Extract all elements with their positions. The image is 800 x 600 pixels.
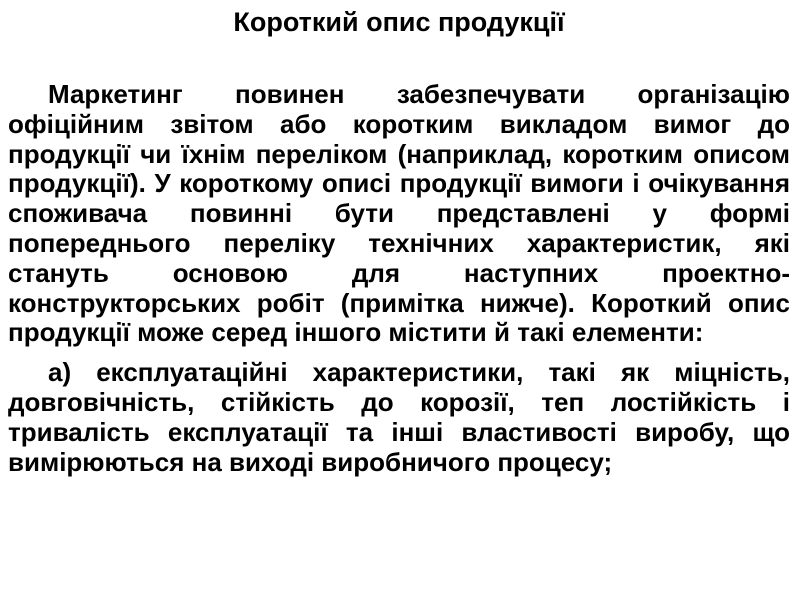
page-title: Короткий опис продукції xyxy=(233,7,565,37)
paragraph-intro: Маркетинг повинен забезпечувати організацію офіційним звітом або коротким викладом вимог до продукції чи їхнім переліком (наприклад, коротким описом продукції). У короткому описі продукції вимоги і очікування споживача повинні бути представлені у формі попереднього переліку технічних характеристик, які стануть основою для наступних проектно-конструкторських робіт (примітка нижче). Короткий опис продукції може серед іншого містити й такі елементи: xyxy=(8,79,790,348)
paragraph-item-a: а) експлуатаційні характеристики, такі як міцність, довговічність, стійкість до корозії, теп лостійкість і тривалість експлуатації та інші властивості виробу, що вимірюються на виході виробничого процесу; xyxy=(8,357,790,477)
body-text xyxy=(8,80,790,477)
